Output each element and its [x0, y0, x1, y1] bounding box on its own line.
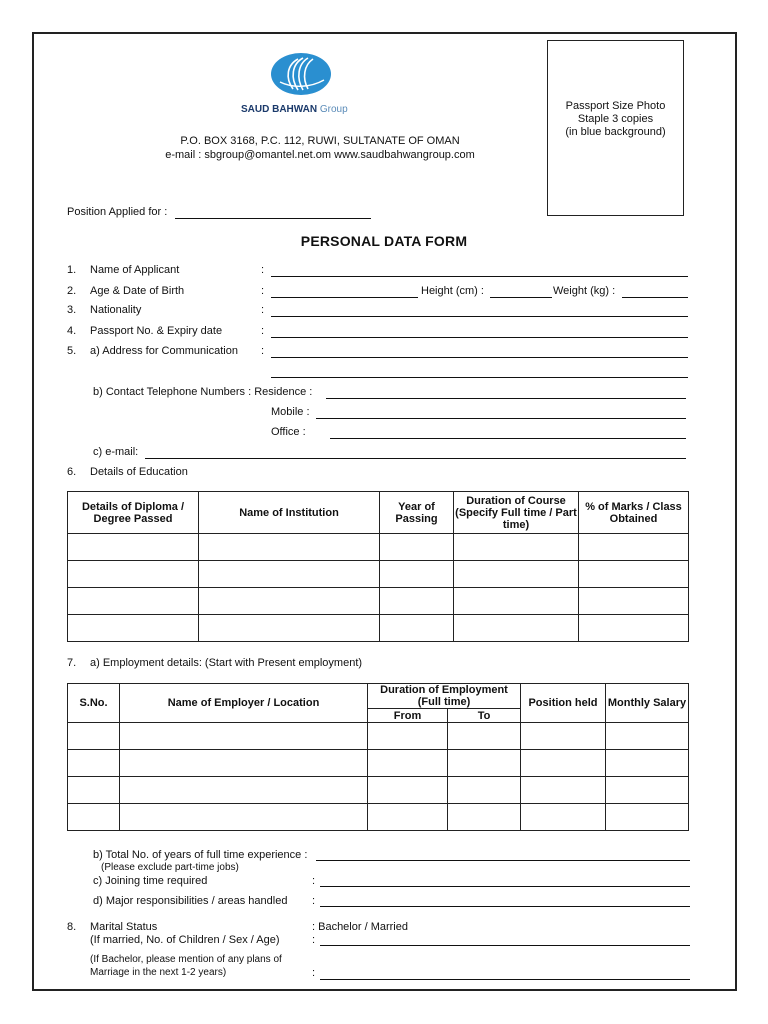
passport-label: Passport No. & Expiry date [90, 325, 223, 337]
table-cell[interactable] [454, 561, 579, 588]
col-diploma: Details of Diploma / Degree Passed [68, 492, 199, 534]
table-cell[interactable] [120, 777, 368, 804]
table-cell[interactable] [579, 615, 689, 642]
table-cell[interactable] [120, 750, 368, 777]
table-row [68, 615, 689, 642]
address-label: a) Address for Communication [90, 345, 238, 357]
table-cell[interactable] [521, 750, 606, 777]
table-cell[interactable] [579, 534, 689, 561]
col-duration-employment: Duration of Employment (Full time) [368, 684, 521, 709]
table-cell[interactable] [454, 534, 579, 561]
office-label: Office : [271, 426, 306, 438]
table-cell[interactable] [120, 804, 368, 831]
table-cell[interactable] [199, 561, 380, 588]
table-cell[interactable] [68, 723, 120, 750]
table-cell[interactable] [579, 561, 689, 588]
employment-table [67, 683, 689, 831]
table-cell[interactable] [380, 534, 454, 561]
education-table [67, 491, 689, 642]
residence-phone-label: b) Contact Telephone Numbers : Residence : [93, 386, 313, 398]
address-field-line1[interactable] [271, 357, 688, 358]
photo-instruction-3: (in blue background) [565, 126, 666, 138]
table-cell[interactable] [606, 804, 689, 831]
field-number: 5. [67, 345, 77, 357]
children-label: (If married, No. of Children / Sex / Age) [90, 934, 280, 946]
col-to: To [448, 709, 521, 723]
table-cell[interactable] [606, 750, 689, 777]
field-number: 8. [67, 921, 77, 933]
photo-instruction-2: Staple 3 copies [577, 113, 654, 125]
name-field[interactable] [271, 276, 688, 277]
email-field[interactable] [145, 458, 686, 459]
table-cell[interactable] [606, 777, 689, 804]
height-label: Height (cm) : [421, 285, 484, 297]
bachelor-plans-label-1: (If Bachelor, please mention of any plans of [90, 954, 282, 965]
employment-label: a) Employment details: (Start with Present employment) [90, 657, 363, 669]
col-marks: % of Marks / Class Obtained [579, 492, 689, 534]
joining-time-label: c) Joining time required [93, 875, 208, 887]
table-row [68, 723, 689, 750]
field-number: 1. [67, 264, 77, 276]
nationality-label: Nationality [90, 304, 142, 316]
col-from: From [368, 709, 448, 723]
table-row [68, 804, 689, 831]
field-number: 7. [67, 657, 77, 669]
table-cell[interactable] [448, 804, 521, 831]
table-cell[interactable] [579, 588, 689, 615]
table-row [68, 534, 689, 561]
table-cell[interactable] [380, 588, 454, 615]
table-cell[interactable] [448, 723, 521, 750]
table-cell[interactable] [68, 750, 120, 777]
table-row [68, 750, 689, 777]
colon: : [261, 345, 265, 357]
table-cell[interactable] [454, 615, 579, 642]
children-field[interactable] [320, 945, 690, 946]
table-cell[interactable] [448, 750, 521, 777]
table-cell[interactable] [368, 750, 448, 777]
position-applied-field[interactable] [175, 218, 371, 219]
bachelor-plans-label-2: Marriage in the next 1-2 years) [90, 967, 227, 978]
name-label: Name of Applicant [90, 264, 180, 276]
table-row [68, 777, 689, 804]
colon: : [261, 325, 265, 337]
table-cell[interactable] [68, 777, 120, 804]
colon: : [312, 875, 316, 887]
age-dob-label: Age & Date of Birth [90, 285, 185, 297]
field-number: 3. [67, 304, 77, 316]
table-cell[interactable] [199, 588, 380, 615]
email-label: c) e-mail: [93, 446, 139, 458]
company-address: P.O. BOX 3168, P.C. 112, RUWI, SULTANATE OF OMAN [180, 135, 460, 147]
marital-status-options[interactable]: : Bachelor / Married [312, 921, 408, 933]
colon: : [261, 304, 265, 316]
table-row [68, 561, 689, 588]
address-field-line2[interactable] [271, 377, 688, 378]
field-number: 2. [67, 285, 77, 297]
bachelor-plans-field[interactable] [320, 979, 690, 980]
education-header-row [68, 492, 689, 534]
col-duration: Duration of Course (Specify Full time / Part time) [454, 492, 579, 534]
position-applied-label: Position Applied for : [67, 206, 168, 218]
table-cell[interactable] [380, 561, 454, 588]
table-cell[interactable] [68, 561, 199, 588]
table-cell[interactable] [521, 777, 606, 804]
col-institution: Name of Institution [199, 492, 380, 534]
total-experience-label: b) Total No. of years of full time experience : [93, 849, 308, 861]
col-salary: Monthly Salary [606, 684, 689, 723]
photo-box[interactable] [547, 40, 684, 216]
col-sno: S.No. [68, 684, 120, 723]
table-cell[interactable] [521, 804, 606, 831]
weight-label: Weight (kg) : [553, 285, 616, 297]
table-cell[interactable] [68, 615, 199, 642]
table-cell[interactable] [606, 723, 689, 750]
table-cell[interactable] [199, 615, 380, 642]
age-dob-field[interactable] [271, 297, 418, 298]
field-number: 6. [67, 466, 77, 478]
total-experience-field[interactable] [316, 860, 690, 861]
table-cell[interactable] [68, 804, 120, 831]
table-cell[interactable] [120, 723, 368, 750]
table-cell[interactable] [521, 723, 606, 750]
brand-name: SAUD BAHWAN Group [241, 104, 348, 115]
joining-time-field[interactable] [320, 886, 690, 887]
table-cell[interactable] [368, 723, 448, 750]
table-cell[interactable] [454, 588, 579, 615]
education-label: Details of Education [90, 466, 188, 478]
exclude-note: (Please exclude part-time jobs) [101, 862, 239, 873]
mobile-field[interactable] [316, 418, 686, 419]
nationality-field[interactable] [271, 316, 688, 317]
residence-phone-field[interactable] [326, 398, 686, 399]
table-cell[interactable] [68, 534, 199, 561]
table-cell[interactable] [68, 588, 199, 615]
col-employer: Name of Employer / Location [120, 684, 368, 723]
colon: : [312, 895, 316, 907]
table-cell[interactable] [368, 777, 448, 804]
responsibilities-label: d) Major responsibilities / areas handled [93, 895, 288, 907]
weight-field[interactable] [622, 297, 688, 298]
colon: : [261, 285, 265, 297]
office-field[interactable] [330, 438, 686, 439]
table-cell[interactable] [199, 534, 380, 561]
responsibilities-field[interactable] [320, 906, 690, 907]
field-number: 4. [67, 325, 77, 337]
marital-status-label: Marital Status [90, 921, 158, 933]
employment-header-row [68, 684, 689, 709]
col-position: Position held [521, 684, 606, 723]
height-field[interactable] [490, 297, 552, 298]
table-row [68, 588, 689, 615]
colon: : [312, 967, 316, 979]
photo-instruction-1: Passport Size Photo [565, 100, 666, 112]
col-year: Year of Passing [380, 492, 454, 534]
table-cell[interactable] [368, 804, 448, 831]
colon: : [261, 264, 265, 276]
form-title: PERSONAL DATA FORM [300, 233, 468, 249]
company-logo [270, 52, 332, 96]
table-cell[interactable] [380, 615, 454, 642]
colon: : [312, 934, 316, 946]
passport-field[interactable] [271, 337, 688, 338]
company-contact: e-mail : sbgroup@omantel.net.om www.saudbahwangroup.com [165, 149, 475, 161]
table-cell[interactable] [448, 777, 521, 804]
mobile-label: Mobile : [271, 406, 310, 418]
